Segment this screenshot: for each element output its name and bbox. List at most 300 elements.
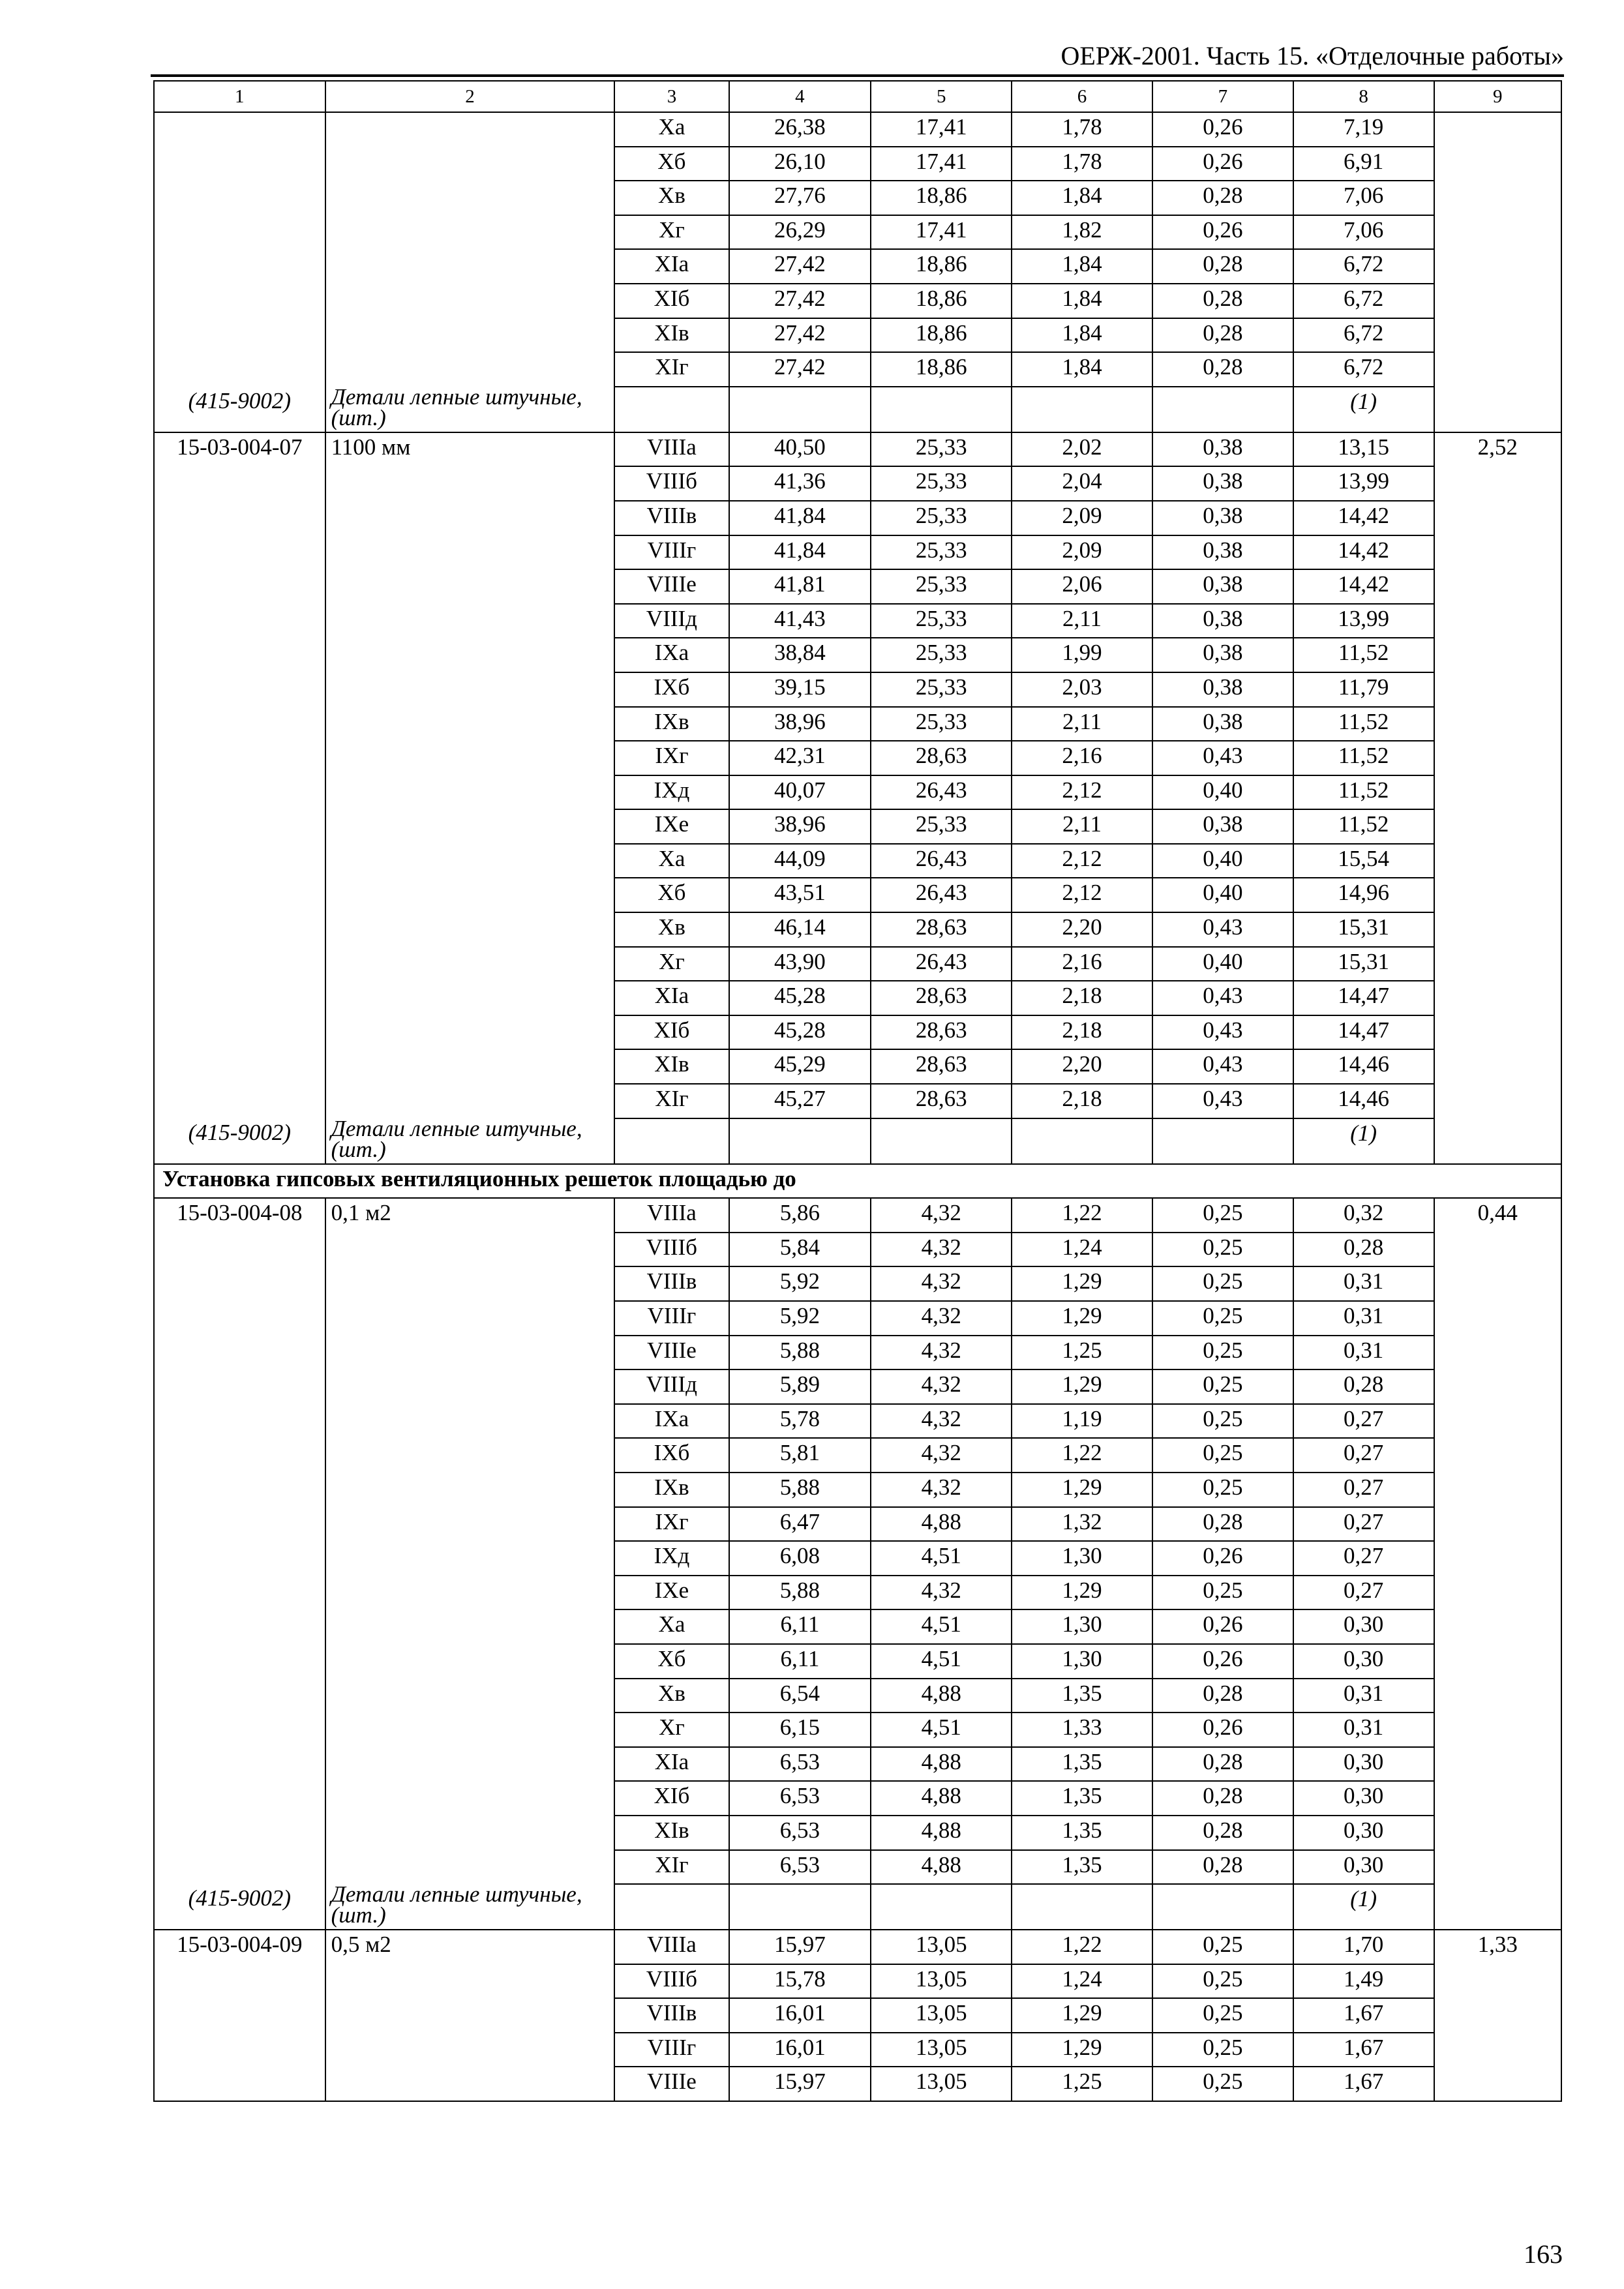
machines-cell: 1,24 bbox=[1012, 1964, 1152, 1999]
total-cost-cell: 16,01 bbox=[729, 1998, 871, 2033]
machines-cell: 1,84 bbox=[1012, 352, 1152, 387]
rate-code bbox=[154, 1084, 325, 1118]
wages-cell: 4,88 bbox=[871, 1816, 1012, 1850]
machines-cell: 2,11 bbox=[1012, 707, 1152, 741]
page-number: 163 bbox=[1524, 2239, 1563, 2269]
machinist-wages-cell: 0,43 bbox=[1152, 1084, 1293, 1118]
column-9-value bbox=[1434, 1369, 1561, 1404]
machinist-wages-cell: 0,26 bbox=[1152, 1644, 1293, 1679]
total-cost-cell: 38,84 bbox=[729, 638, 871, 672]
total-cost-cell: 5,86 bbox=[729, 1198, 871, 1233]
rate-name bbox=[325, 878, 615, 912]
total-cost-cell: 46,14 bbox=[729, 912, 871, 947]
zone-cell: Xг bbox=[614, 1713, 729, 1747]
zone-cell: Xг bbox=[614, 947, 729, 981]
materials-cell: 6,72 bbox=[1293, 284, 1434, 318]
machinist-wages-cell: 0,40 bbox=[1152, 775, 1293, 810]
machines-cell: 1,82 bbox=[1012, 215, 1152, 250]
wages-cell: 4,32 bbox=[871, 1336, 1012, 1370]
rate-code bbox=[154, 1541, 325, 1576]
wages-cell: 28,63 bbox=[871, 1015, 1012, 1050]
total-cost-cell: 27,76 bbox=[729, 181, 871, 215]
materials-cell: 14,42 bbox=[1293, 569, 1434, 604]
zone-cell: Xб bbox=[614, 1644, 729, 1679]
rate-code bbox=[154, 1644, 325, 1679]
table-row bbox=[154, 249, 1561, 284]
wages-cell: 18,86 bbox=[871, 249, 1012, 284]
machines-cell: 2,11 bbox=[1012, 604, 1152, 638]
machines-cell: 2,16 bbox=[1012, 741, 1152, 775]
wages-cell: 4,32 bbox=[871, 1233, 1012, 1267]
table-row bbox=[154, 775, 1561, 810]
column-9-value bbox=[1434, 1233, 1561, 1267]
table-row bbox=[154, 1541, 1561, 1576]
machines-cell: 2,12 bbox=[1012, 844, 1152, 878]
total-cost-cell: 40,50 bbox=[729, 432, 871, 467]
table-row bbox=[154, 1850, 1561, 1885]
rate-name bbox=[325, 1266, 615, 1301]
table-row bbox=[154, 741, 1561, 775]
machines-cell: 2,02 bbox=[1012, 432, 1152, 467]
empty-cell bbox=[729, 387, 871, 432]
zone-cell: IXд bbox=[614, 1541, 729, 1576]
machines-cell: 2,12 bbox=[1012, 878, 1152, 912]
rate-name bbox=[325, 672, 615, 707]
machinist-wages-cell: 0,25 bbox=[1152, 1930, 1293, 1964]
machinist-wages-cell: 0,38 bbox=[1152, 466, 1293, 501]
column-9-value bbox=[1434, 775, 1561, 810]
total-cost-cell: 6,53 bbox=[729, 1781, 871, 1816]
wages-cell: 4,32 bbox=[871, 1198, 1012, 1233]
machines-cell: 1,29 bbox=[1012, 1301, 1152, 1336]
materials-cell: 0,30 bbox=[1293, 1609, 1434, 1644]
machinist-wages-cell: 0,25 bbox=[1152, 1369, 1293, 1404]
column-9-value bbox=[1434, 912, 1561, 947]
total-cost-cell: 6,54 bbox=[729, 1679, 871, 1713]
column-9-value bbox=[1434, 535, 1561, 570]
machinist-wages-cell: 0,38 bbox=[1152, 432, 1293, 467]
zone-cell: Xб bbox=[614, 147, 729, 181]
machines-cell: 1,35 bbox=[1012, 1747, 1152, 1782]
zone-cell: XIа bbox=[614, 981, 729, 1015]
materials-cell: 15,31 bbox=[1293, 912, 1434, 947]
column-9-value bbox=[1434, 215, 1561, 250]
total-cost-cell: 15,97 bbox=[729, 2067, 871, 2101]
total-cost-cell: 41,36 bbox=[729, 466, 871, 501]
rate-code bbox=[154, 466, 325, 501]
rate-name bbox=[325, 318, 615, 353]
rate-code bbox=[154, 2033, 325, 2067]
column-9-value bbox=[1434, 1998, 1561, 2033]
rate-name bbox=[325, 501, 615, 535]
machinist-wages-cell: 0,38 bbox=[1152, 638, 1293, 672]
rate-code bbox=[154, 844, 325, 878]
table-row bbox=[154, 284, 1561, 318]
zone-cell: VIIIб bbox=[614, 1233, 729, 1267]
machines-cell: 2,09 bbox=[1012, 501, 1152, 535]
machinist-wages-cell: 0,43 bbox=[1152, 981, 1293, 1015]
wages-cell: 4,32 bbox=[871, 1473, 1012, 1507]
rate-name bbox=[325, 1816, 615, 1850]
zone-cell: IXд bbox=[614, 775, 729, 810]
column-9-value bbox=[1434, 318, 1561, 353]
table-row bbox=[154, 1713, 1561, 1747]
wages-cell: 25,33 bbox=[871, 501, 1012, 535]
machines-cell: 1,24 bbox=[1012, 1233, 1152, 1267]
materials-cell: 7,19 bbox=[1293, 112, 1434, 147]
column-9-value: 2,52 bbox=[1434, 432, 1561, 467]
machines-cell: 1,84 bbox=[1012, 284, 1152, 318]
materials-cell: 0,27 bbox=[1293, 1404, 1434, 1439]
table-row bbox=[154, 1644, 1561, 1679]
total-cost-cell: 26,29 bbox=[729, 215, 871, 250]
materials-cell: 6,91 bbox=[1293, 147, 1434, 181]
materials-cell: 15,31 bbox=[1293, 947, 1434, 981]
column-9-value bbox=[1434, 1015, 1561, 1050]
machines-cell: 2,18 bbox=[1012, 1084, 1152, 1118]
wages-cell: 25,33 bbox=[871, 638, 1012, 672]
zone-cell: IXв bbox=[614, 707, 729, 741]
rate-name bbox=[325, 809, 615, 844]
rate-code bbox=[154, 501, 325, 535]
resource-name: Детали лепные штучные, (шт.) bbox=[325, 1118, 615, 1164]
column-9-value bbox=[1434, 112, 1561, 147]
rate-code bbox=[154, 1998, 325, 2033]
total-cost-cell: 5,81 bbox=[729, 1438, 871, 1473]
rate-name bbox=[325, 947, 615, 981]
zone-cell: IXб bbox=[614, 672, 729, 707]
column-number: 2 bbox=[325, 81, 615, 112]
zone-cell: IXг bbox=[614, 741, 729, 775]
section-heading: Установка гипсовых вентиляционных решеток площадью до bbox=[154, 1164, 1561, 1199]
column-9-value bbox=[1434, 569, 1561, 604]
machinist-wages-cell: 0,28 bbox=[1152, 284, 1293, 318]
materials-cell: 0,28 bbox=[1293, 1369, 1434, 1404]
materials-cell: 13,15 bbox=[1293, 432, 1434, 467]
materials-cell: 0,31 bbox=[1293, 1713, 1434, 1747]
column-9-value: 1,33 bbox=[1434, 1930, 1561, 1964]
table-row bbox=[154, 535, 1561, 570]
machinist-wages-cell: 0,43 bbox=[1152, 1049, 1293, 1084]
materials-cell: 6,72 bbox=[1293, 249, 1434, 284]
materials-cell: 14,47 bbox=[1293, 981, 1434, 1015]
zone-cell: XIг bbox=[614, 352, 729, 387]
machines-cell: 1,35 bbox=[1012, 1850, 1152, 1885]
total-cost-cell: 41,81 bbox=[729, 569, 871, 604]
rate-code bbox=[154, 1404, 325, 1439]
resource-code: (415-9002) bbox=[154, 1118, 325, 1164]
rate-code bbox=[154, 1747, 325, 1782]
column-9-value bbox=[1434, 387, 1561, 432]
table-row bbox=[154, 878, 1561, 912]
column-9-value bbox=[1434, 1084, 1561, 1118]
rate-code bbox=[154, 809, 325, 844]
machinist-wages-cell: 0,28 bbox=[1152, 1679, 1293, 1713]
materials-cell: 0,27 bbox=[1293, 1576, 1434, 1610]
total-cost-cell: 5,89 bbox=[729, 1369, 871, 1404]
column-9-value bbox=[1434, 672, 1561, 707]
rate-code bbox=[154, 1266, 325, 1301]
total-cost-cell: 26,10 bbox=[729, 147, 871, 181]
empty-cell bbox=[1152, 1118, 1293, 1164]
zone-cell: XIв bbox=[614, 318, 729, 353]
wages-cell: 26,43 bbox=[871, 775, 1012, 810]
materials-cell: 14,46 bbox=[1293, 1084, 1434, 1118]
rate-code bbox=[154, 1473, 325, 1507]
rate-code bbox=[154, 1301, 325, 1336]
machines-cell: 2,03 bbox=[1012, 672, 1152, 707]
zone-cell: VIIIд bbox=[614, 604, 729, 638]
wages-cell: 13,05 bbox=[871, 2033, 1012, 2067]
wages-cell: 18,86 bbox=[871, 318, 1012, 353]
empty-cell bbox=[1152, 387, 1293, 432]
table-row bbox=[154, 912, 1561, 947]
column-9-value bbox=[1434, 1507, 1561, 1542]
rate-name: 0,5 м2 bbox=[325, 1930, 615, 1964]
wages-cell: 28,63 bbox=[871, 981, 1012, 1015]
machines-cell: 1,35 bbox=[1012, 1679, 1152, 1713]
machinist-wages-cell: 0,38 bbox=[1152, 535, 1293, 570]
wages-cell: 4,88 bbox=[871, 1747, 1012, 1782]
machines-cell: 1,32 bbox=[1012, 1507, 1152, 1542]
rate-code bbox=[154, 912, 325, 947]
table-row bbox=[154, 1369, 1561, 1404]
machines-cell: 1,22 bbox=[1012, 1198, 1152, 1233]
zone-cell: XIа bbox=[614, 249, 729, 284]
rate-code bbox=[154, 284, 325, 318]
materials-cell: 0,30 bbox=[1293, 1747, 1434, 1782]
materials-cell: 14,42 bbox=[1293, 535, 1434, 570]
column-9-value bbox=[1434, 1473, 1561, 1507]
wages-cell: 4,32 bbox=[871, 1438, 1012, 1473]
empty-cell bbox=[1012, 1118, 1152, 1164]
zone-cell: VIIIг bbox=[614, 535, 729, 570]
machines-cell: 1,84 bbox=[1012, 318, 1152, 353]
total-cost-cell: 41,84 bbox=[729, 535, 871, 570]
materials-cell: 0,31 bbox=[1293, 1266, 1434, 1301]
empty-cell bbox=[1152, 1884, 1293, 1930]
resource-code: (415-9002) bbox=[154, 1884, 325, 1930]
resource-quantity: (1) bbox=[1293, 387, 1434, 432]
machines-cell: 2,18 bbox=[1012, 981, 1152, 1015]
total-cost-cell: 15,97 bbox=[729, 1930, 871, 1964]
empty-cell bbox=[1012, 387, 1152, 432]
machines-cell: 2,12 bbox=[1012, 775, 1152, 810]
machines-cell: 1,78 bbox=[1012, 112, 1152, 147]
machinist-wages-cell: 0,38 bbox=[1152, 672, 1293, 707]
rate-name bbox=[325, 249, 615, 284]
total-cost-cell: 5,92 bbox=[729, 1301, 871, 1336]
table-row bbox=[154, 1473, 1561, 1507]
materials-cell: 11,52 bbox=[1293, 775, 1434, 810]
wages-cell: 4,88 bbox=[871, 1781, 1012, 1816]
rate-code bbox=[154, 947, 325, 981]
materials-cell: 14,96 bbox=[1293, 878, 1434, 912]
rate-name bbox=[325, 1541, 615, 1576]
total-cost-cell: 42,31 bbox=[729, 741, 871, 775]
zone-cell: XIг bbox=[614, 1850, 729, 1885]
machinist-wages-cell: 0,25 bbox=[1152, 1336, 1293, 1370]
zone-cell: Xв bbox=[614, 181, 729, 215]
column-9-value bbox=[1434, 1816, 1561, 1850]
zone-cell: Xа bbox=[614, 1609, 729, 1644]
rate-name bbox=[325, 707, 615, 741]
wages-cell: 28,63 bbox=[871, 1049, 1012, 1084]
materials-cell: 13,99 bbox=[1293, 466, 1434, 501]
zone-cell: VIIIе bbox=[614, 569, 729, 604]
wages-cell: 25,33 bbox=[871, 432, 1012, 467]
wages-cell: 4,88 bbox=[871, 1507, 1012, 1542]
section-heading-row bbox=[154, 1164, 1561, 1199]
resource-row bbox=[154, 387, 1561, 432]
column-9-value bbox=[1434, 638, 1561, 672]
machinist-wages-cell: 0,26 bbox=[1152, 215, 1293, 250]
machines-cell: 1,30 bbox=[1012, 1644, 1152, 1679]
total-cost-cell: 5,84 bbox=[729, 1233, 871, 1267]
machinist-wages-cell: 0,28 bbox=[1152, 318, 1293, 353]
wages-cell: 13,05 bbox=[871, 2067, 1012, 2101]
resource-code: (415-9002) bbox=[154, 387, 325, 432]
column-9-value bbox=[1434, 1336, 1561, 1370]
rate-name bbox=[325, 981, 615, 1015]
table-row bbox=[154, 1576, 1561, 1610]
machines-cell: 1,25 bbox=[1012, 2067, 1152, 2101]
materials-cell: 11,52 bbox=[1293, 707, 1434, 741]
materials-cell: 11,79 bbox=[1293, 672, 1434, 707]
rate-name bbox=[325, 569, 615, 604]
wages-cell: 25,33 bbox=[871, 707, 1012, 741]
machines-cell: 1,29 bbox=[1012, 1576, 1152, 1610]
total-cost-cell: 6,11 bbox=[729, 1644, 871, 1679]
machinist-wages-cell: 0,28 bbox=[1152, 181, 1293, 215]
column-9-value bbox=[1434, 741, 1561, 775]
machines-cell: 2,04 bbox=[1012, 466, 1152, 501]
rate-code bbox=[154, 318, 325, 353]
materials-cell: 0,27 bbox=[1293, 1473, 1434, 1507]
empty-cell bbox=[614, 1884, 729, 1930]
rate-name bbox=[325, 1644, 615, 1679]
column-9-value bbox=[1434, 466, 1561, 501]
table-row bbox=[154, 1233, 1561, 1267]
zone-cell: VIIIг bbox=[614, 2033, 729, 2067]
rate-code bbox=[154, 878, 325, 912]
rate-name bbox=[325, 1084, 615, 1118]
rate-name bbox=[325, 1850, 615, 1885]
materials-cell: 1,67 bbox=[1293, 2067, 1434, 2101]
table-row bbox=[154, 672, 1561, 707]
rate-name bbox=[325, 1049, 615, 1084]
rate-name bbox=[325, 112, 615, 147]
column-9-value bbox=[1434, 249, 1561, 284]
machines-cell: 2,16 bbox=[1012, 947, 1152, 981]
wages-cell: 25,33 bbox=[871, 466, 1012, 501]
table-row bbox=[154, 1930, 1561, 1964]
materials-cell: 0,30 bbox=[1293, 1644, 1434, 1679]
wages-cell: 4,32 bbox=[871, 1301, 1012, 1336]
empty-cell bbox=[1012, 1884, 1152, 1930]
machinist-wages-cell: 0,25 bbox=[1152, 1233, 1293, 1267]
column-9-value bbox=[1434, 1541, 1561, 1576]
materials-cell: 0,30 bbox=[1293, 1781, 1434, 1816]
machines-cell: 2,20 bbox=[1012, 1049, 1152, 1084]
column-9-value bbox=[1434, 1781, 1561, 1816]
column-9-value bbox=[1434, 1266, 1561, 1301]
total-cost-cell: 43,51 bbox=[729, 878, 871, 912]
machines-cell: 1,22 bbox=[1012, 1930, 1152, 1964]
wages-cell: 17,41 bbox=[871, 147, 1012, 181]
column-number: 3 bbox=[614, 81, 729, 112]
wages-cell: 17,41 bbox=[871, 215, 1012, 250]
column-9-value bbox=[1434, 1679, 1561, 1713]
machinist-wages-cell: 0,25 bbox=[1152, 2067, 1293, 2101]
machines-cell: 1,30 bbox=[1012, 1541, 1152, 1576]
rate-name bbox=[325, 912, 615, 947]
wages-cell: 4,51 bbox=[871, 1609, 1012, 1644]
wages-cell: 25,33 bbox=[871, 809, 1012, 844]
materials-cell: 0,30 bbox=[1293, 1850, 1434, 1885]
zone-cell: Xв bbox=[614, 1679, 729, 1713]
machinist-wages-cell: 0,28 bbox=[1152, 352, 1293, 387]
zone-cell: Xб bbox=[614, 878, 729, 912]
materials-cell: 11,52 bbox=[1293, 638, 1434, 672]
rate-name bbox=[325, 1998, 615, 2033]
wages-cell: 26,43 bbox=[871, 878, 1012, 912]
rate-name bbox=[325, 535, 615, 570]
table-row bbox=[154, 318, 1561, 353]
rate-name bbox=[325, 1438, 615, 1473]
table-row bbox=[154, 1084, 1561, 1118]
wages-cell: 17,41 bbox=[871, 112, 1012, 147]
column-number: 6 bbox=[1012, 81, 1152, 112]
zone-cell: VIIIд bbox=[614, 1369, 729, 1404]
column-number: 9 bbox=[1434, 81, 1561, 112]
total-cost-cell: 45,28 bbox=[729, 981, 871, 1015]
table-row bbox=[154, 1964, 1561, 1999]
rate-code bbox=[154, 775, 325, 810]
column-9-value bbox=[1434, 1713, 1561, 1747]
column-number: 5 bbox=[871, 81, 1012, 112]
rate-code bbox=[154, 1679, 325, 1713]
rate-name bbox=[325, 1473, 615, 1507]
zone-cell: XIб bbox=[614, 284, 729, 318]
machinist-wages-cell: 0,40 bbox=[1152, 844, 1293, 878]
wages-cell: 4,32 bbox=[871, 1266, 1012, 1301]
materials-cell: 11,52 bbox=[1293, 741, 1434, 775]
rate-name bbox=[325, 1233, 615, 1267]
materials-cell: 0,27 bbox=[1293, 1541, 1434, 1576]
total-cost-cell: 41,43 bbox=[729, 604, 871, 638]
machinist-wages-cell: 0,28 bbox=[1152, 1747, 1293, 1782]
wages-cell: 4,88 bbox=[871, 1850, 1012, 1885]
materials-cell: 0,31 bbox=[1293, 1336, 1434, 1370]
rate-name bbox=[325, 1015, 615, 1050]
machinist-wages-cell: 0,28 bbox=[1152, 1816, 1293, 1850]
wages-cell: 4,32 bbox=[871, 1576, 1012, 1610]
rate-name bbox=[325, 1369, 615, 1404]
table-row bbox=[154, 1998, 1561, 2033]
machines-cell: 1,29 bbox=[1012, 1998, 1152, 2033]
zone-cell: VIIIг bbox=[614, 1301, 729, 1336]
total-cost-cell: 43,90 bbox=[729, 947, 871, 981]
empty-cell bbox=[871, 1118, 1012, 1164]
rate-code bbox=[154, 672, 325, 707]
rate-name bbox=[325, 1781, 615, 1816]
zone-cell: XIв bbox=[614, 1049, 729, 1084]
total-cost-cell: 44,09 bbox=[729, 844, 871, 878]
total-cost-cell: 27,42 bbox=[729, 318, 871, 353]
total-cost-cell: 6,15 bbox=[729, 1713, 871, 1747]
column-9-value bbox=[1434, 1747, 1561, 1782]
